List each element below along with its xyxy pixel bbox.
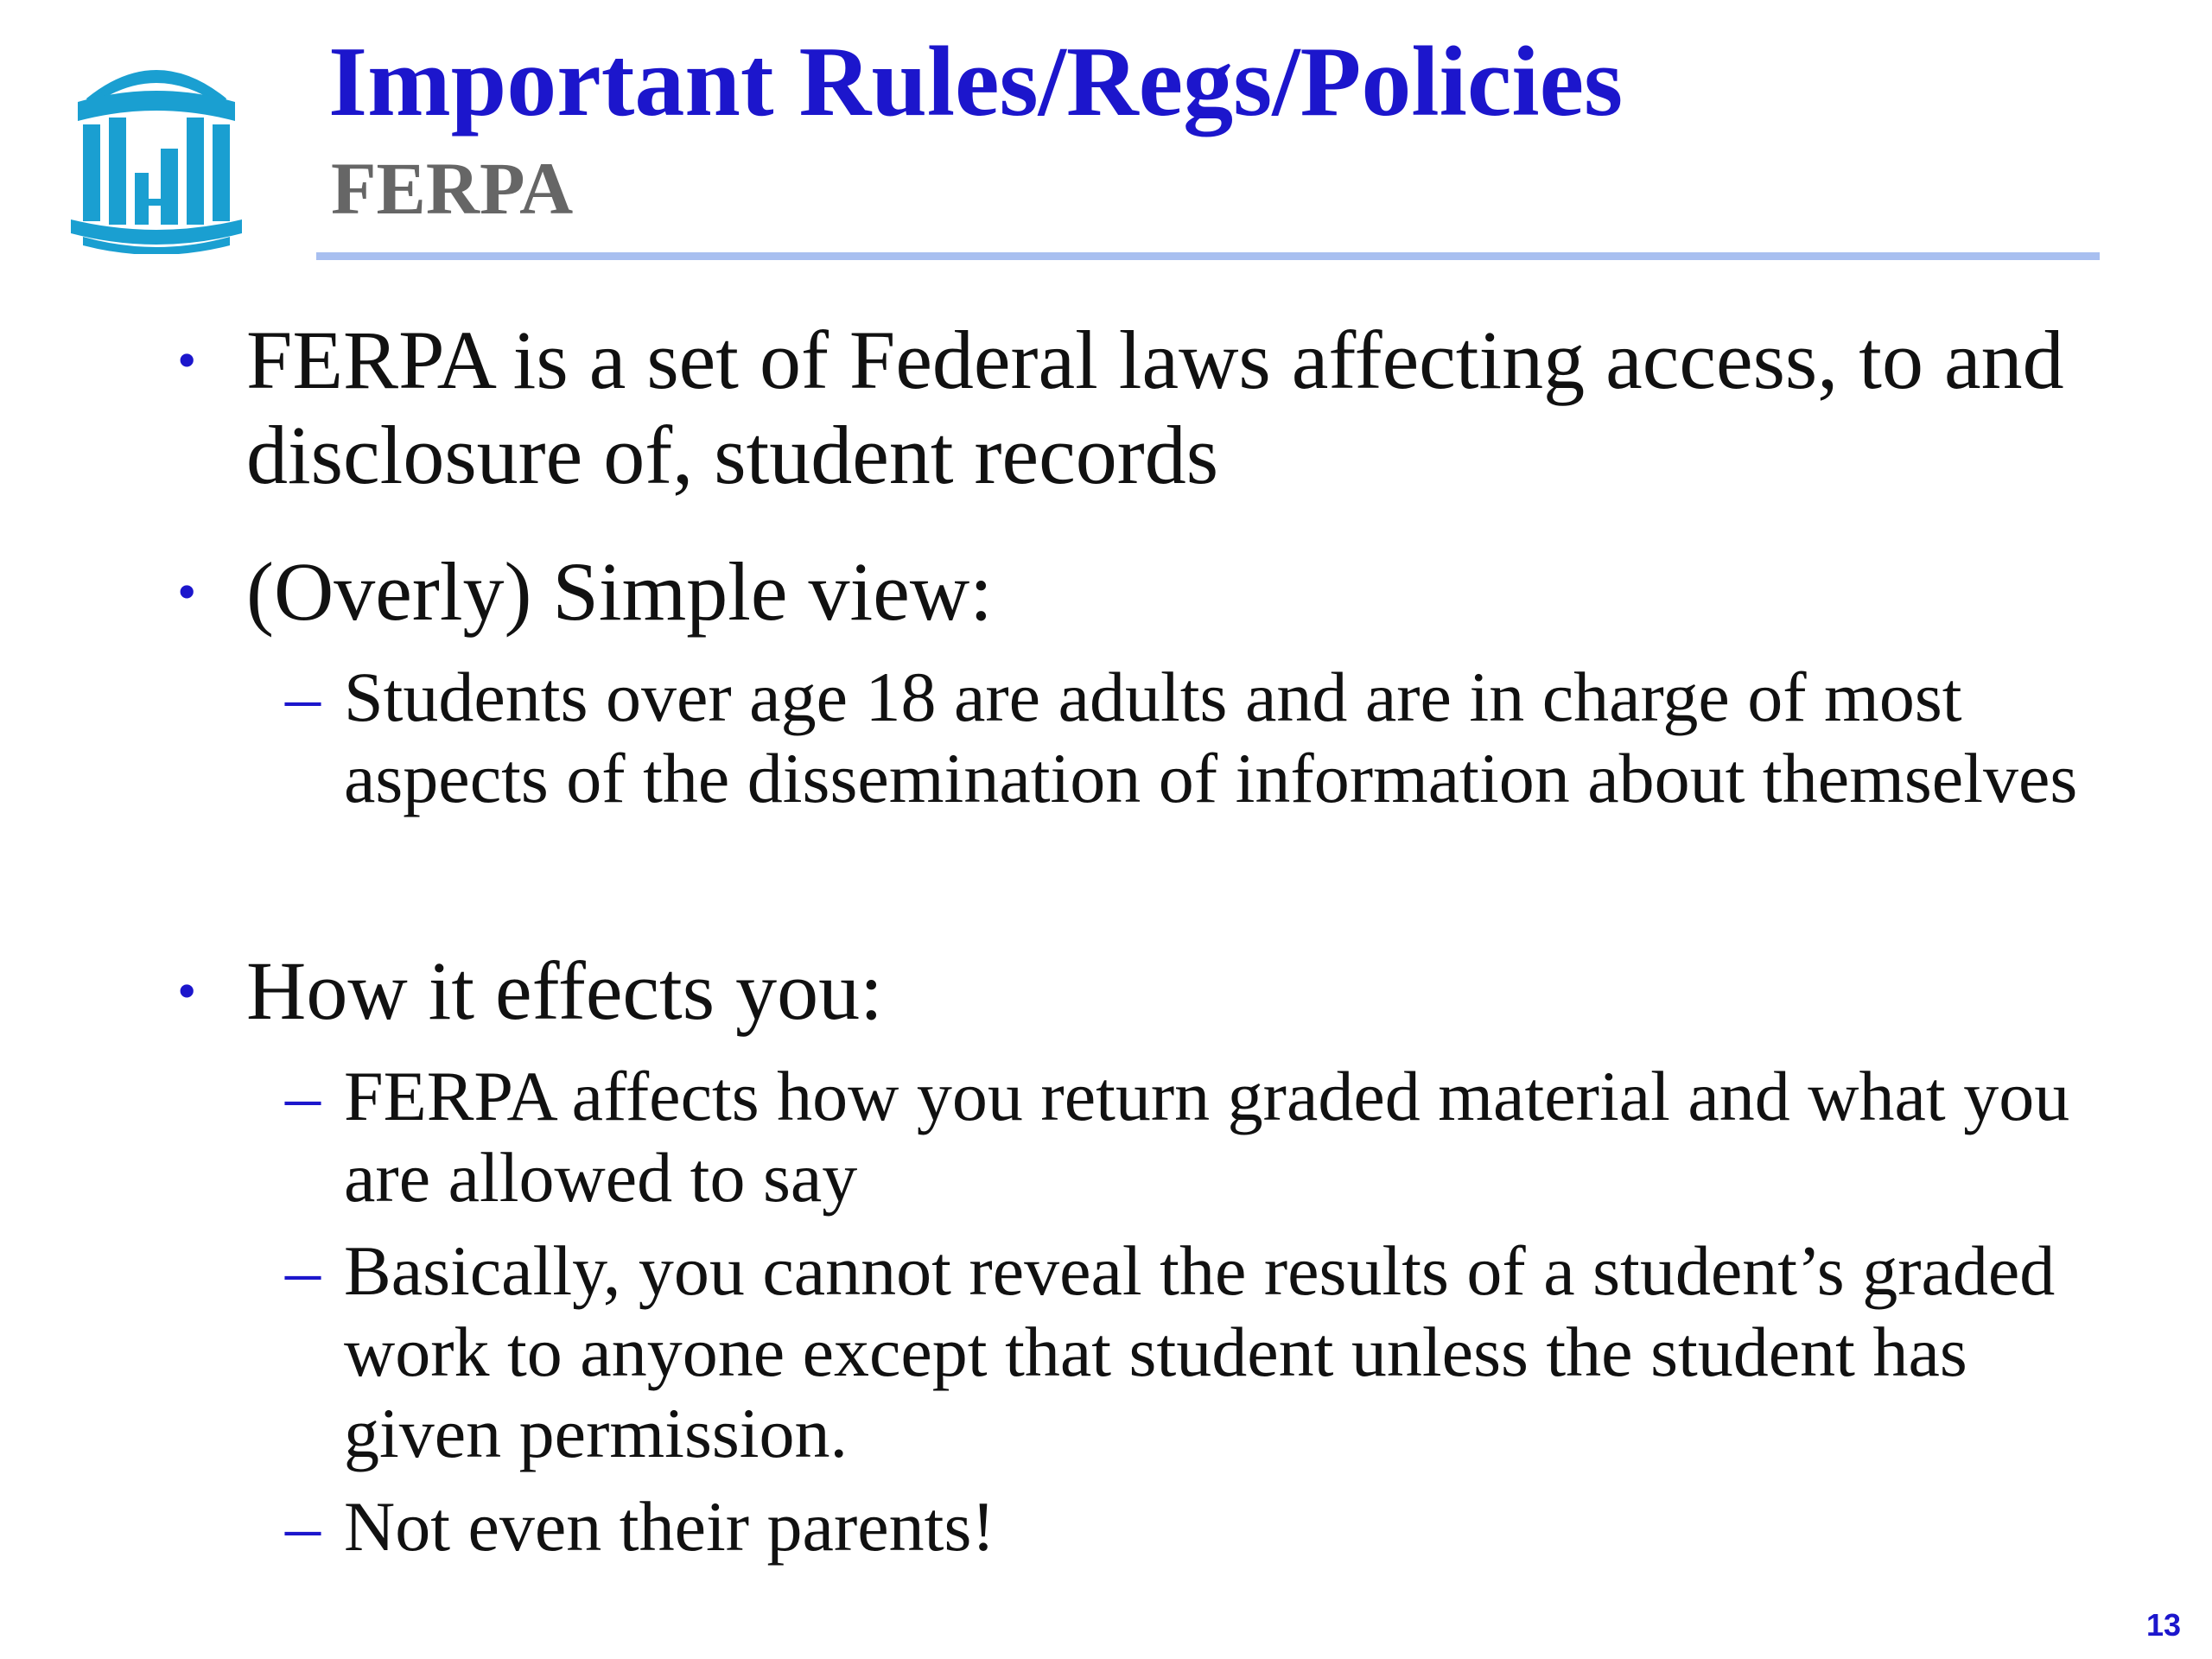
sub-bullet-marker: – — [285, 658, 321, 736]
sub-bullet-marker: – — [285, 1487, 321, 1566]
bullet-marker: • — [177, 329, 197, 391]
bullet-item-1: FERPA is a set of Federal laws affecting access, to and disclosure of, student records — [246, 314, 2064, 501]
sub-bullet-item-3-1: FERPA affects how you return graded material and what you are allowed to say — [344, 1057, 2070, 1217]
sub-bullet-item-3-2: Basically, you cannot reveal the results of a student’s graded work to anyone except that student unless the student has given permission. — [344, 1231, 2056, 1472]
slide-title: Important Rules/Regs/Policies — [328, 27, 1624, 137]
page-number: 13 — [2145, 1607, 2181, 1643]
sub-bullet-marker: – — [285, 1057, 321, 1135]
slide-subtitle: FERPA — [331, 147, 574, 230]
sub-bullet-item-2-1: Students over age 18 are adults and are in charge of most aspects of the dissemination of information about themselves — [344, 658, 2078, 817]
bullet-item-2: (Overly) Simple view: — [246, 545, 993, 638]
bullet-marker: • — [177, 960, 197, 1021]
bullet-item-3: How it effects you: — [246, 944, 883, 1037]
bullet-marker: • — [177, 561, 197, 622]
sub-bullet-marker: – — [285, 1231, 321, 1310]
sub-bullet-item-3-3: Not even their parents! — [344, 1487, 995, 1566]
